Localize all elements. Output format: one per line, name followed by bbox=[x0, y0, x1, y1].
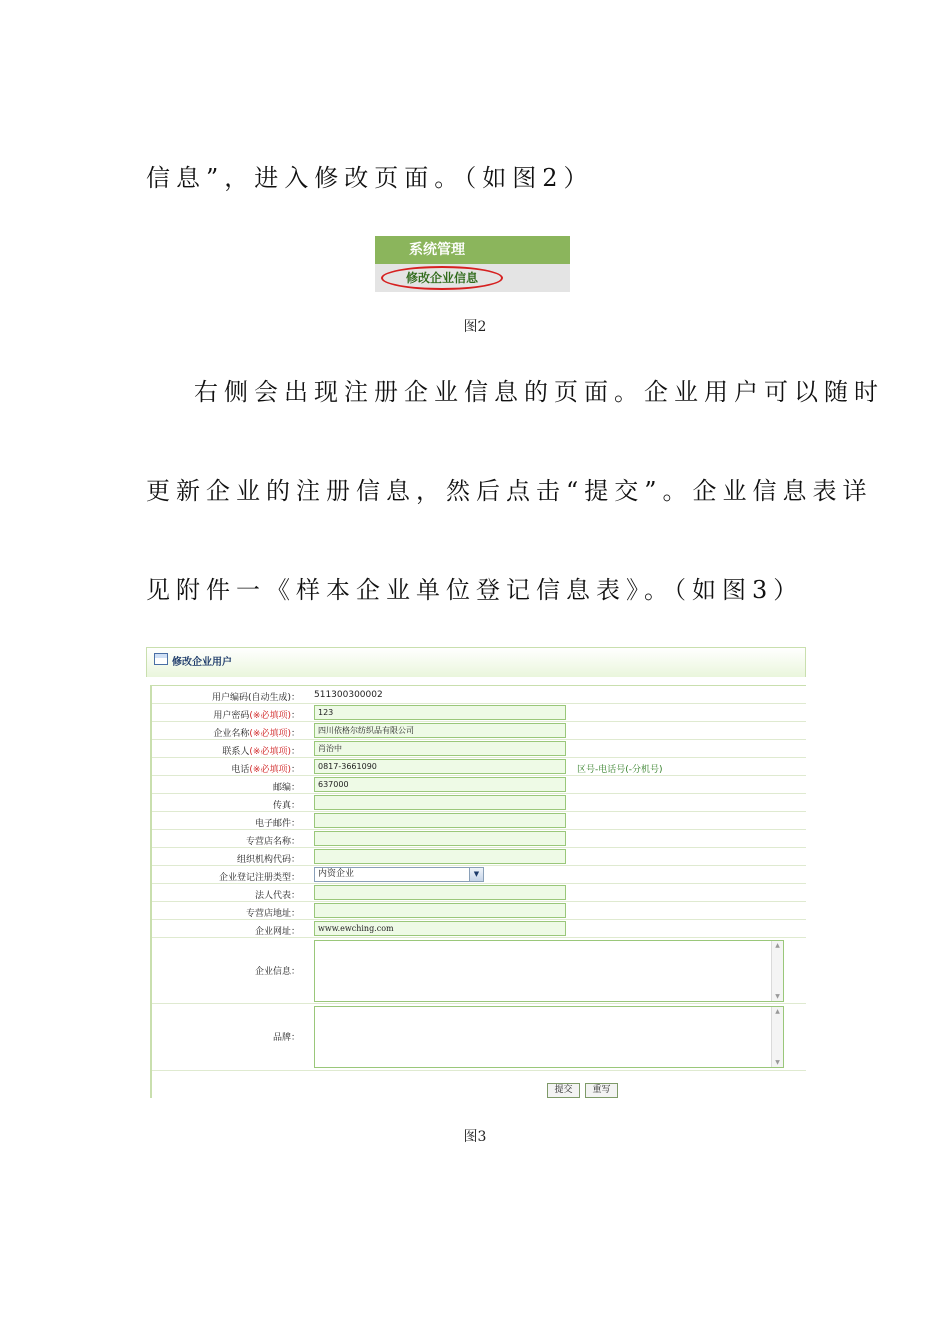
label-fax: 传真： bbox=[272, 801, 300, 811]
row-user-code bbox=[152, 686, 806, 704]
row-postcode bbox=[152, 776, 806, 794]
scrollbar[interactable] bbox=[771, 941, 783, 1001]
row-legal-rep bbox=[152, 884, 806, 902]
scroll-up-icon[interactable]: ▲ bbox=[775, 1008, 780, 1015]
fax-input[interactable] bbox=[314, 795, 566, 810]
label-org-code: 组织机构代码： bbox=[236, 855, 300, 865]
paragraph-1: 信息”，进入修改页面。（如图2） bbox=[146, 164, 594, 192]
company-name-input[interactable]: 四川依格尔纺织品有限公司 bbox=[314, 723, 566, 738]
label-postcode: 邮编： bbox=[272, 783, 300, 793]
panel-title: 修改企业用户 bbox=[172, 657, 232, 668]
row-phone bbox=[152, 758, 806, 776]
label-phone: 电话(※必填项)： bbox=[231, 765, 300, 775]
password-input[interactable]: 123 bbox=[314, 705, 566, 720]
form-frame bbox=[150, 685, 806, 1098]
label-store-address: 专营店地址： bbox=[245, 909, 300, 919]
website-input[interactable]: www.ewching.com bbox=[314, 921, 566, 936]
email-input[interactable] bbox=[314, 813, 566, 828]
row-reg-type bbox=[152, 866, 806, 884]
paragraph-2: 右侧会出现注册企业信息的页面。企业用户可以随时 bbox=[194, 378, 884, 406]
reset-button[interactable]: 重写 bbox=[585, 1083, 618, 1098]
menu-item-edit-company-info[interactable]: 修改企业信息 bbox=[381, 266, 503, 290]
store-name-input[interactable] bbox=[314, 831, 566, 846]
row-store-address bbox=[152, 902, 806, 920]
row-website bbox=[152, 920, 806, 938]
scrollbar[interactable] bbox=[771, 1007, 783, 1067]
value-user-code: 511300300002 bbox=[314, 690, 383, 700]
menu-header-system-management[interactable]: 系统管理 bbox=[375, 236, 570, 264]
label-store-name: 专营店名称： bbox=[245, 837, 300, 847]
label-reg-type: 企业登记注册类型： bbox=[218, 873, 300, 883]
label-company-info: 企业信息： bbox=[254, 967, 300, 977]
submit-button[interactable]: 提交 bbox=[547, 1083, 580, 1098]
label-company-name: 企业名称(※必填项)： bbox=[213, 729, 300, 739]
label-user-code: 用户编码(自动生成)： bbox=[211, 693, 300, 703]
figure-2-menu bbox=[375, 236, 570, 292]
row-brand bbox=[152, 1004, 806, 1071]
legal-rep-input[interactable] bbox=[314, 885, 566, 900]
required-mark: (※必填项) bbox=[249, 711, 291, 721]
row-company-name bbox=[152, 722, 806, 740]
store-address-input[interactable] bbox=[314, 903, 566, 918]
window-icon bbox=[154, 653, 168, 665]
reg-type-selected: 内资企业 bbox=[318, 869, 355, 879]
postcode-input[interactable]: 637000 bbox=[314, 777, 566, 792]
org-code-input[interactable] bbox=[314, 849, 566, 864]
contact-input[interactable]: 肖治中 bbox=[314, 741, 566, 756]
chevron-down-icon[interactable]: ▼ bbox=[469, 868, 483, 881]
label-contact: 联系人(※必填项)： bbox=[222, 747, 300, 757]
row-fax bbox=[152, 794, 806, 812]
row-email bbox=[152, 812, 806, 830]
company-info-textarea[interactable] bbox=[314, 940, 784, 1002]
scroll-down-icon[interactable]: ▼ bbox=[775, 993, 780, 1000]
row-contact bbox=[152, 740, 806, 758]
scroll-up-icon[interactable]: ▲ bbox=[775, 942, 780, 949]
paragraph-4: 见附件一《样本企业单位登记信息表》。（如图3） bbox=[146, 576, 804, 604]
row-org-code bbox=[152, 848, 806, 866]
label-website: 企业网址： bbox=[254, 927, 300, 937]
phone-format-hint: 区号-电话号(-分机号) bbox=[577, 765, 663, 775]
figure-3-edit-form bbox=[146, 647, 806, 1098]
paragraph-3: 更新企业的注册信息，然后点击“提交”。企业信息表详 bbox=[146, 477, 873, 505]
label-email: 电子邮件： bbox=[254, 819, 300, 829]
label-legal-rep: 法人代表： bbox=[254, 891, 300, 901]
row-company-info bbox=[152, 938, 806, 1004]
required-mark: (※必填项) bbox=[249, 747, 291, 757]
scroll-down-icon[interactable]: ▼ bbox=[775, 1059, 780, 1066]
reg-type-select[interactable] bbox=[314, 867, 484, 882]
required-mark: (※必填项) bbox=[249, 765, 291, 775]
row-store-name bbox=[152, 830, 806, 848]
figure-2-caption: 图2 bbox=[463, 319, 487, 335]
label-password: 用户密码(※必填项)： bbox=[213, 711, 300, 721]
panel-header bbox=[146, 647, 806, 677]
required-mark: (※必填项) bbox=[249, 729, 291, 739]
row-password bbox=[152, 704, 806, 722]
figure-3-caption: 图3 bbox=[463, 1129, 487, 1145]
label-brand: 品牌： bbox=[272, 1033, 300, 1043]
phone-input[interactable]: 0817-3661090 bbox=[314, 759, 566, 774]
brand-textarea[interactable] bbox=[314, 1006, 784, 1068]
